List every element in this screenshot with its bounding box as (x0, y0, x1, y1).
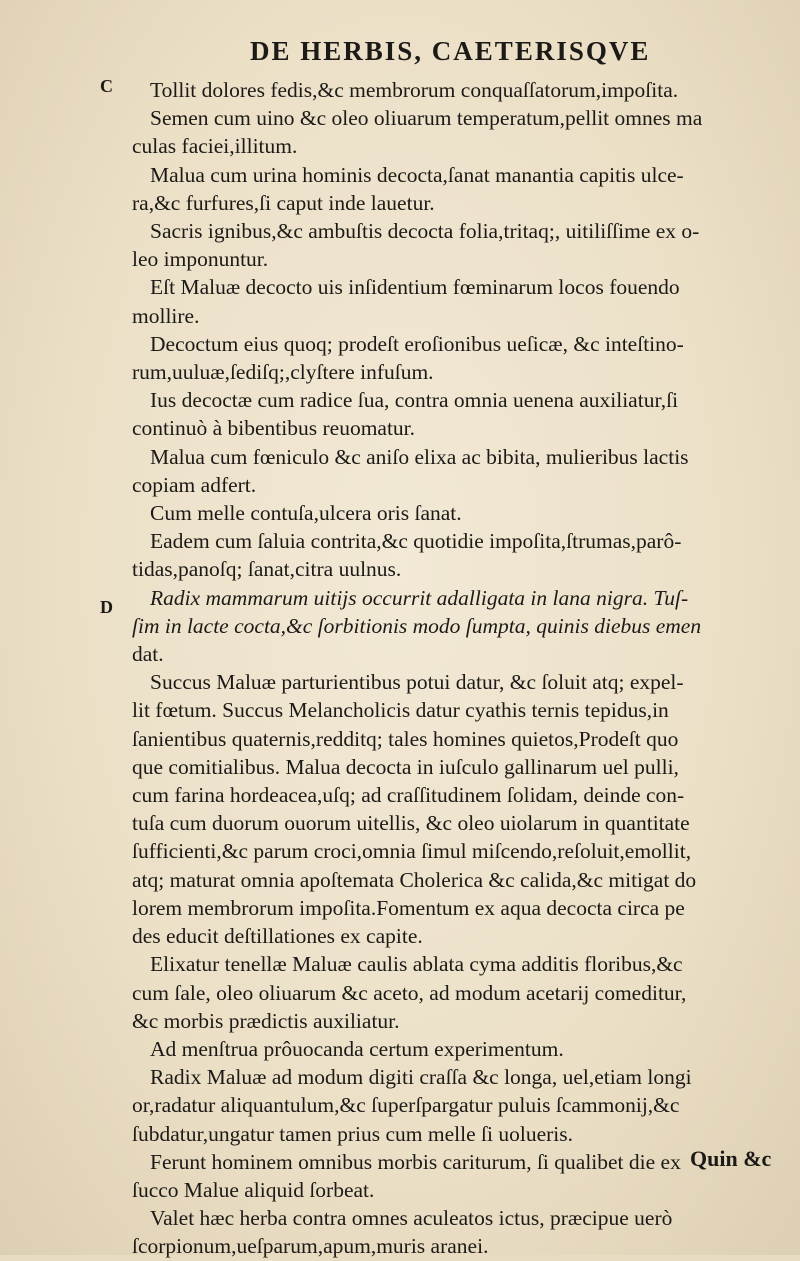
margin-letter-c: C (100, 76, 113, 96)
text-line: ra,&c furfures,ſi caput inde lauetur. (132, 190, 435, 215)
text-line: Radix Maluæ ad modum digiti craſſa &c longa, uel,etiam longi (150, 1065, 692, 1090)
text-line: tuſa cum duorum ouorum uitellis, &c oleo uiolarum in quantitate (132, 811, 690, 836)
text-line: Eadem cum ſaluia contrita,&c quotidie impoſita,ſtrumas,parô- (150, 529, 682, 554)
text-line: Malua cum urina hominis decocta,ſanat manantia capitis ulce- (150, 162, 684, 187)
text-line: mollire. (132, 303, 200, 328)
text-line: lit fœtum. Succus Melancholicis datur cyathis ternis tepidus,in (132, 698, 669, 723)
text-line: Ius decoctæ cum radice ſua, contra omnia uenena auxiliatur,ſi (150, 388, 679, 413)
text-line: Tollit dolores fedis,&c membrorum conquaſſatorum,impoſita. (150, 78, 679, 102)
text-line: que comitialibus. Malua decocta in iuſculo gallinarum uel pulli, (132, 754, 679, 779)
text-line: Valet hæc herba contra omnes aculeatos ictus, præcipue uerò (150, 1206, 673, 1231)
text-line: Ferunt hominem omnibus morbis cariturum, ſi qualibet die ex (150, 1149, 681, 1174)
text-line: Cum melle contuſa,ulcera oris ſanat. (150, 501, 462, 526)
text-line: leo imponuntur. (132, 247, 269, 272)
text-line: des educit deſtillationes ex capite. (132, 924, 423, 949)
text-line: lorem membrorum impoſita.Fomentum ex aqua decocta circa pe (132, 895, 685, 920)
text-line: cum farina hordeacea,uſq; ad craſſitudinem ſolidam, deinde con- (132, 783, 685, 808)
text-line: culas faciei,illitum. (132, 134, 298, 159)
text-line: cum ſale, oleo oliuarum &c aceto, ad modum acetarij comeditur, (132, 980, 687, 1005)
running-head: DE HERBIS, CAETERISQVE (250, 36, 651, 66)
text-line: rum,uuluæ,ſediſq;,clyſtere infuſum. (132, 360, 434, 385)
text-line: ſubdatur,ungatur tamen prius cum melle ſi uolueris. (132, 1121, 573, 1146)
text-line: copiam adfert. (132, 472, 257, 497)
text-line: ſim in lacte cocta,&c ſorbitionis modo ſumpta, quinis diebus emen (132, 613, 702, 638)
body-text (132, 76, 752, 1261)
text-line: atq; maturat omnia apoſtemata Cholerica &c calida,&c mitigat do (132, 867, 697, 892)
margin-letter-d: D (100, 597, 113, 617)
text-line: continuò à bibentibus reuomatur. (132, 416, 416, 441)
text-line: or,radatur aliquantulum,&c ſuperſpargatur puluis ſcammonij,&c (132, 1093, 680, 1118)
text-line: Elixatur tenellæ Maluæ caulis ablata cyma additis floribus,&c (150, 952, 683, 977)
text-line: ſufficienti,&c parum croci,omnia ſimul miſcendo,reſoluit,emollit, (132, 839, 692, 864)
text-line: ſcorpionum,ueſparum,apum,muris aranei. (132, 1234, 489, 1259)
text-line: ſanientibus quaternis,redditq; tales homines quietos,Prodeſt quo (132, 726, 679, 751)
text-line: Decoctum eius quoq; prodeſt eroſionibus ueſicæ, &c inteſtino- (150, 331, 684, 356)
text-line: &c morbis prædictis auxiliatur. (132, 1008, 400, 1033)
text-line: Malua cum fœniculo &c aniſo elixa ac bibita, mulieribus lactis (150, 444, 689, 469)
text-line: Sacris ignibus,&c ambuſtis decocta folia,tritaq;, uitiliſſime ex o- (150, 219, 700, 244)
text-line: Semen cum uino &c oleo oliuarum temperatum,pellit omnes ma (150, 106, 703, 131)
text-line: Ad menſtrua prôuocanda certum experimentum. (150, 1036, 564, 1061)
text-line: Eſt Maluæ decocto uis inſidentium fœminarum locos fouendo (150, 275, 680, 300)
catchword: Quin &c (690, 1146, 772, 1171)
text-line: tidas,panoſq; ſanat,citra uulnus. (132, 557, 402, 582)
text-line: ſucco Malue aliquid ſorbeat. (132, 1177, 375, 1202)
text-line: Radix mammarum uitijs occurrit adalligata in lana nigra. Tuſ- (150, 585, 689, 610)
text-line: Succus Maluæ parturientibus potui datur, &c ſoluit atq; expel- (150, 670, 684, 695)
text-line: dat. (132, 642, 164, 667)
